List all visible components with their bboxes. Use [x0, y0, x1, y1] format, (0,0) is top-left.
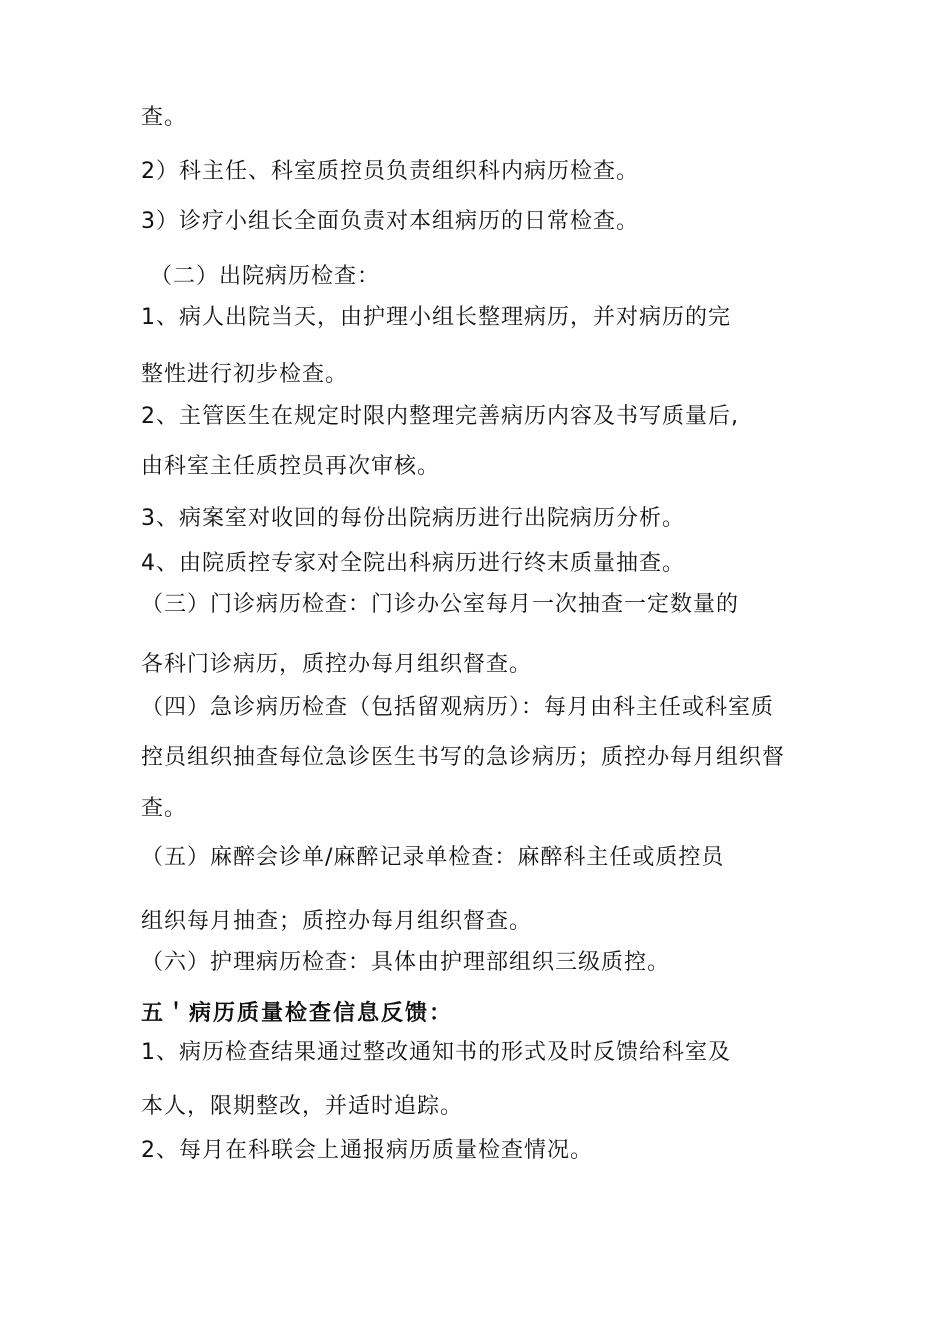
text-line: 2、每月在科联会上通报病历质量检查情况。 [141, 1138, 593, 1163]
text-line: 本人，限期整改，并适时追踪。 [141, 1094, 464, 1119]
text-line: 4、由院质控专家对全院出科病历进行终末质量抽查。 [141, 551, 685, 576]
text-line: 由科室主任质控员再次审核。 [141, 454, 441, 479]
section-heading-feedback: 五＇病历质量检查信息反馈： [141, 1001, 454, 1026]
text-line: 各科门诊病历，质控办每月组织督查。 [141, 652, 533, 677]
text-line: 控员组织抽查每位急诊医生书写的急诊病历；质控办每月组织督 [141, 745, 786, 770]
section-heading-discharge: （二）出院病历检查： [150, 264, 381, 289]
text-line: 整性进行初步检查。 [141, 362, 349, 387]
text-line: 2、主管医生在规定时限内整理完善病历内容及书写质量后, [141, 404, 739, 429]
text-line: 2）科主任、科室质控员负责组织科内病历检查。 [141, 159, 639, 184]
section-heading-nursing: （六）护理病历检查：具体由护理部组织三级质控。 [141, 950, 671, 975]
text-line: 3、病案室对收回的每份出院病历进行出院病历分析。 [141, 506, 685, 531]
text-line: 1、病历检查结果通过整改通知书的形式及时反馈给科室及 [141, 1040, 731, 1065]
section-heading-outpatient: （三）门诊病历检查：门诊办公室每月一次抽查一定数量的 [141, 592, 740, 617]
section-heading-emergency: （四）急诊病历检查（包括留观病历）：每月由科主任或科室质 [141, 695, 775, 720]
section-heading-anesthesia: （五）麻醉会诊单/麻醉记录单检查：麻醉科主任或质控员 [141, 845, 725, 870]
text-line: 1、病人出院当天，由护理小组长整理病历，并对病历的完 [141, 305, 731, 330]
text-line: 3）诊疗小组长全面负责对本组病历的日常检查。 [141, 209, 639, 234]
text-line: 查。 [141, 105, 188, 130]
text-line: 查。 [141, 796, 188, 821]
text-line: 组织每月抽查；质控办每月组织督查。 [141, 909, 533, 934]
